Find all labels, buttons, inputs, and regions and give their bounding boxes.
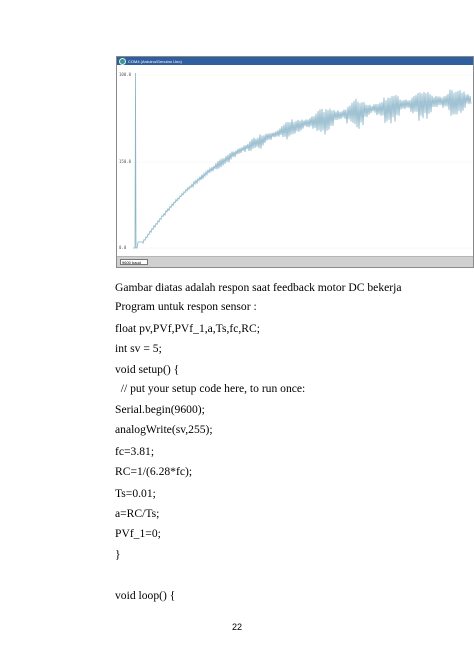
code-line: PVf_1=0; [115, 527, 161, 540]
plotter-title-bar [117, 57, 473, 65]
serial-plotter-window [116, 56, 474, 268]
code-line: int sv = 5; [115, 342, 162, 355]
code-line: a=RC/Ts; [115, 507, 160, 520]
signal-line-plot [117, 65, 473, 258]
y-tick-label: 100.0 [119, 72, 132, 77]
page-number: 22 [231, 622, 242, 632]
doc-line-caption: Gambar diatas adalah respon saat feedback motor DC bekerja [115, 281, 402, 294]
code-line: } [115, 548, 121, 561]
code-line: RC=1/(6.28*fc); [115, 465, 193, 478]
code-line: analogWrite(sv,255); [115, 423, 213, 436]
code-line: fc=3.81; [115, 445, 155, 458]
code-line: // put your setup code here, to run once: [115, 382, 306, 395]
code-line: void loop() { [115, 589, 176, 602]
code-line: Serial.begin(9600); [115, 403, 205, 416]
plot-area [117, 65, 473, 258]
plotter-status-bar [117, 256, 473, 267]
plotter-title: COM4 (Arduino/Genuino Uno) [128, 58, 182, 64]
baud-rate-select[interactable]: 9600 baud [120, 259, 148, 265]
signal-series-line [133, 73, 471, 248]
doc-line-heading: Program untuk respon sensor : [115, 300, 257, 313]
y-tick-label: 0.0 [119, 245, 127, 250]
code-line: void setup() { [115, 363, 180, 376]
code-line: Ts=0.01; [115, 487, 156, 500]
arduino-app-icon [119, 58, 126, 65]
code-line: float pv,PVf,PVf_1,a,Ts,fc,RC; [115, 322, 260, 335]
y-tick-label: 150.0 [119, 159, 132, 164]
